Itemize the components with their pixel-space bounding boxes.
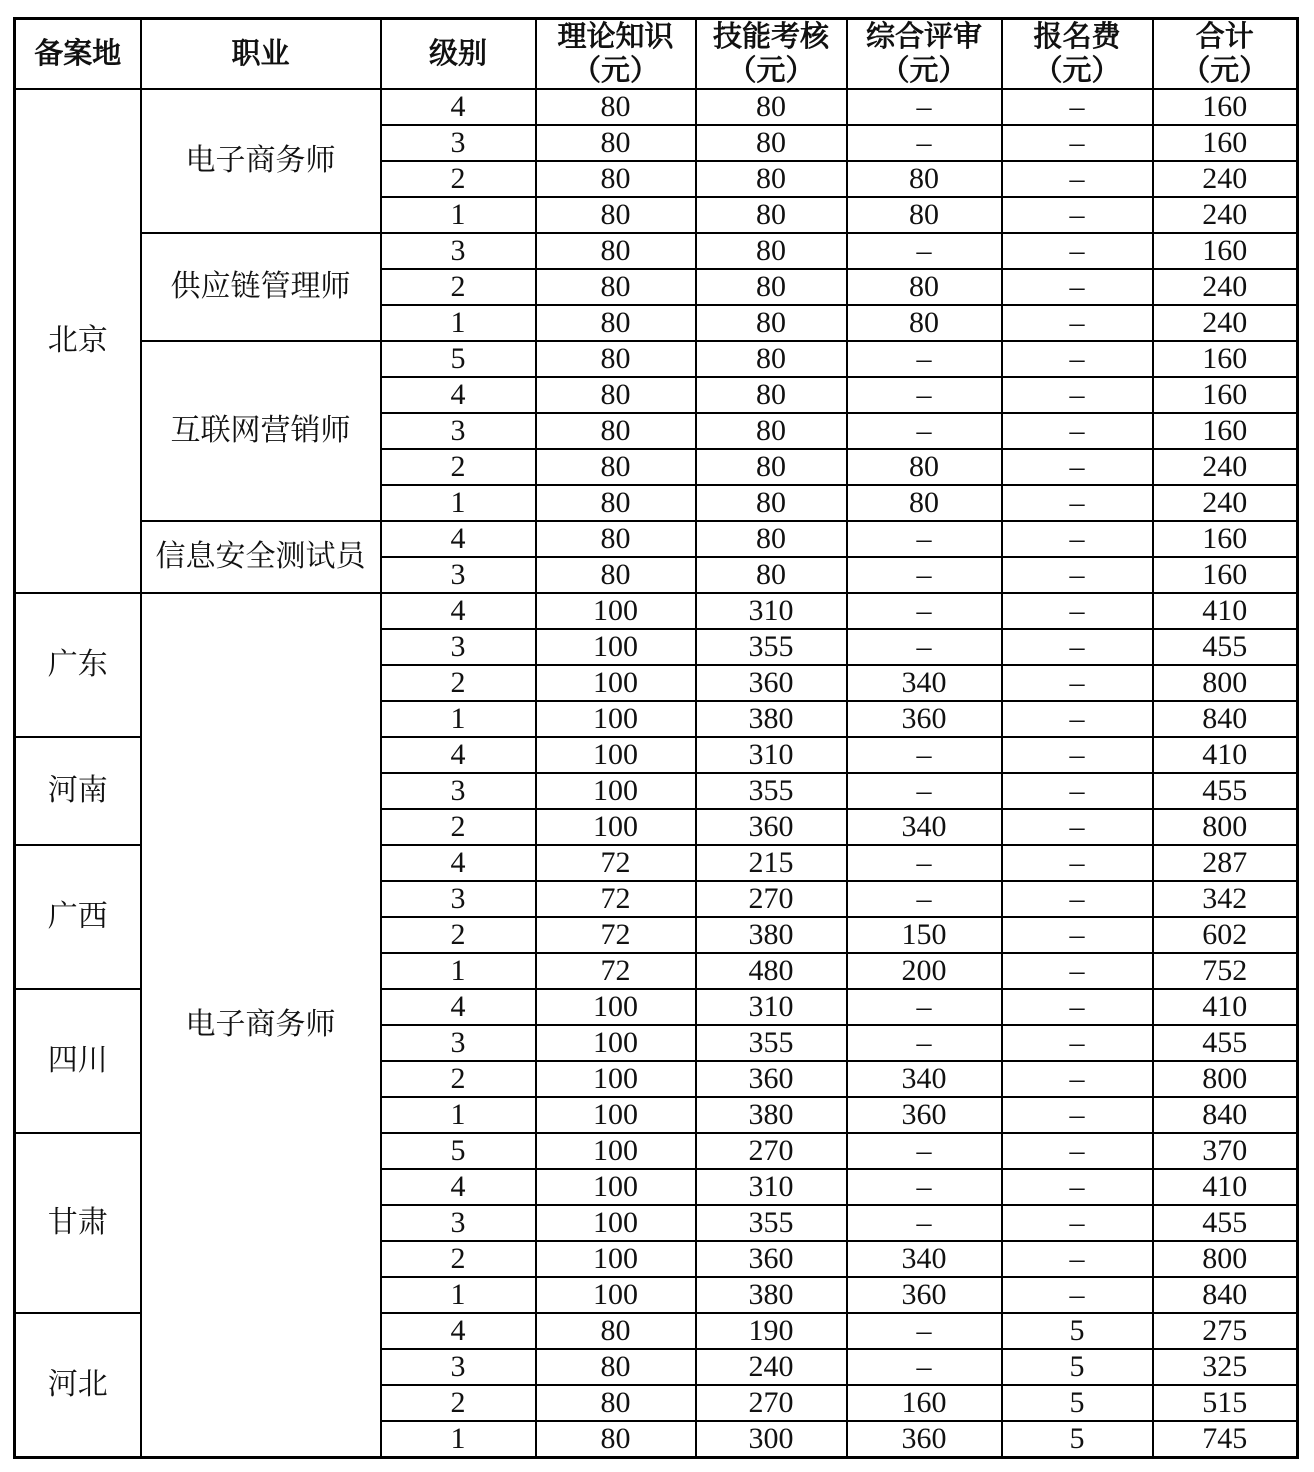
table-header (15, 19, 1298, 90)
review-cell: 360 (847, 1421, 1002, 1457)
col-header-occupation (141, 19, 381, 90)
skill-cell: 310 (696, 737, 847, 773)
skill-cell: 80 (696, 89, 847, 125)
skill-cell: 80 (696, 125, 847, 161)
review-cell: – (847, 341, 1002, 377)
theory-cell: 80 (536, 197, 696, 233)
region-cell: 河北 (15, 1313, 141, 1457)
fee-cell: – (1002, 629, 1153, 665)
occupation-cell: 供应链管理师 (141, 233, 381, 341)
fee-cell: – (1002, 701, 1153, 737)
review-cell: 360 (847, 701, 1002, 737)
total-cell: 325 (1153, 1349, 1298, 1385)
fee-cell: – (1002, 377, 1153, 413)
table-row (15, 233, 1298, 269)
region-cell: 甘肃 (15, 1133, 141, 1313)
skill-cell: 80 (696, 485, 847, 521)
level-cell: 1 (381, 485, 536, 521)
review-cell: 80 (847, 197, 1002, 233)
fee-cell: 5 (1002, 1385, 1153, 1421)
total-cell: 840 (1153, 1097, 1298, 1133)
theory-cell: 100 (536, 1277, 696, 1313)
total-cell: 160 (1153, 125, 1298, 161)
review-cell: 80 (847, 269, 1002, 305)
review-cell: 360 (847, 1277, 1002, 1313)
fee-cell: – (1002, 845, 1153, 881)
level-cell: 3 (381, 629, 536, 665)
fee-cell: – (1002, 953, 1153, 989)
fee-cell: – (1002, 197, 1153, 233)
review-cell: 80 (847, 305, 1002, 341)
theory-cell: 100 (536, 1097, 696, 1133)
total-cell: 240 (1153, 485, 1298, 521)
skill-cell: 80 (696, 521, 847, 557)
occupation-cell: 信息安全测试员 (141, 521, 381, 593)
fee-cell: – (1002, 593, 1153, 629)
col-header-unit: （元） (1181, 55, 1269, 88)
fee-cell: – (1002, 773, 1153, 809)
skill-cell: 360 (696, 809, 847, 845)
fee-cell: – (1002, 233, 1153, 269)
level-cell: 2 (381, 1241, 536, 1277)
theory-cell: 100 (536, 1241, 696, 1277)
total-cell: 800 (1153, 1241, 1298, 1277)
region-cell: 北京 (15, 89, 141, 593)
col-header-fee (1002, 19, 1153, 90)
level-cell: 3 (381, 1349, 536, 1385)
fee-cell: 5 (1002, 1421, 1153, 1457)
total-cell: 275 (1153, 1313, 1298, 1349)
level-cell: 2 (381, 269, 536, 305)
skill-cell: 310 (696, 593, 847, 629)
theory-cell: 80 (536, 1313, 696, 1349)
skill-cell: 310 (696, 989, 847, 1025)
level-cell: 3 (381, 1205, 536, 1241)
theory-cell: 72 (536, 845, 696, 881)
skill-cell: 310 (696, 1169, 847, 1205)
skill-cell: 300 (696, 1421, 847, 1457)
region-cell: 河南 (15, 737, 141, 845)
theory-cell: 100 (536, 1169, 696, 1205)
level-cell: 3 (381, 1025, 536, 1061)
review-cell: – (847, 629, 1002, 665)
theory-cell: 100 (536, 1061, 696, 1097)
level-cell: 1 (381, 701, 536, 737)
level-cell: 2 (381, 917, 536, 953)
total-cell: 455 (1153, 1205, 1298, 1241)
theory-cell: 80 (536, 377, 696, 413)
level-cell: 1 (381, 1421, 536, 1457)
skill-cell: 360 (696, 1061, 847, 1097)
total-cell: 240 (1153, 269, 1298, 305)
region-cell: 广东 (15, 593, 141, 737)
fee-cell: 5 (1002, 1349, 1153, 1385)
review-cell: 340 (847, 1241, 1002, 1277)
skill-cell: 355 (696, 773, 847, 809)
total-cell: 287 (1153, 845, 1298, 881)
total-cell: 410 (1153, 1169, 1298, 1205)
fee-cell: – (1002, 809, 1153, 845)
fee-cell: – (1002, 521, 1153, 557)
total-cell: 160 (1153, 413, 1298, 449)
skill-cell: 360 (696, 1241, 847, 1277)
level-cell: 4 (381, 521, 536, 557)
review-cell: – (847, 89, 1002, 125)
review-cell: – (847, 413, 1002, 449)
col-header-label: 理论知识 (557, 21, 674, 53)
level-cell: 3 (381, 233, 536, 269)
total-cell: 455 (1153, 629, 1298, 665)
level-cell: 3 (381, 413, 536, 449)
fee-cell: 5 (1002, 1313, 1153, 1349)
total-cell: 410 (1153, 989, 1298, 1025)
total-cell: 240 (1153, 305, 1298, 341)
skill-cell: 270 (696, 1385, 847, 1421)
theory-cell: 100 (536, 773, 696, 809)
review-cell: – (847, 125, 1002, 161)
fee-cell: – (1002, 1133, 1153, 1169)
level-cell: 1 (381, 197, 536, 233)
review-cell: – (847, 593, 1002, 629)
theory-cell: 80 (536, 125, 696, 161)
skill-cell: 240 (696, 1349, 847, 1385)
review-cell: 340 (847, 665, 1002, 701)
total-cell: 745 (1153, 1421, 1298, 1457)
region-cell: 四川 (15, 989, 141, 1133)
fee-cell: – (1002, 557, 1153, 593)
skill-cell: 355 (696, 629, 847, 665)
level-cell: 4 (381, 593, 536, 629)
total-cell: 240 (1153, 197, 1298, 233)
fee-cell: – (1002, 1097, 1153, 1133)
review-cell: – (847, 1025, 1002, 1061)
total-cell: 455 (1153, 1025, 1298, 1061)
total-cell: 752 (1153, 953, 1298, 989)
total-cell: 160 (1153, 557, 1298, 593)
level-cell: 1 (381, 953, 536, 989)
theory-cell: 100 (536, 593, 696, 629)
theory-cell: 100 (536, 989, 696, 1025)
theory-cell: 80 (536, 1421, 696, 1457)
skill-cell: 380 (696, 1277, 847, 1313)
fee-cell: – (1002, 125, 1153, 161)
theory-cell: 100 (536, 629, 696, 665)
fee-cell: – (1002, 1205, 1153, 1241)
col-header-label: 备案地 (34, 38, 122, 71)
level-cell: 2 (381, 449, 536, 485)
theory-cell: 80 (536, 449, 696, 485)
fee-cell: – (1002, 305, 1153, 341)
total-cell: 240 (1153, 161, 1298, 197)
total-cell: 410 (1153, 593, 1298, 629)
level-cell: 1 (381, 1097, 536, 1133)
theory-cell: 72 (536, 953, 696, 989)
skill-cell: 380 (696, 917, 847, 953)
fee-cell: – (1002, 269, 1153, 305)
skill-cell: 80 (696, 161, 847, 197)
table-row (15, 521, 1298, 557)
skill-cell: 480 (696, 953, 847, 989)
level-cell: 3 (381, 557, 536, 593)
theory-cell: 100 (536, 1133, 696, 1169)
fee-cell: – (1002, 413, 1153, 449)
theory-cell: 80 (536, 233, 696, 269)
col-header-label: 技能考核 (712, 21, 829, 53)
theory-cell: 80 (536, 557, 696, 593)
total-cell: 602 (1153, 917, 1298, 953)
level-cell: 4 (381, 989, 536, 1025)
total-cell: 160 (1153, 521, 1298, 557)
total-cell: 455 (1153, 773, 1298, 809)
review-cell: – (847, 557, 1002, 593)
level-cell: 5 (381, 341, 536, 377)
col-header-skill (696, 19, 847, 90)
fee-cell: – (1002, 917, 1153, 953)
total-cell: 160 (1153, 233, 1298, 269)
skill-cell: 80 (696, 197, 847, 233)
level-cell: 3 (381, 125, 536, 161)
level-cell: 4 (381, 89, 536, 125)
col-header-unit: （元） (727, 55, 815, 88)
theory-cell: 100 (536, 737, 696, 773)
skill-cell: 355 (696, 1025, 847, 1061)
total-cell: 515 (1153, 1385, 1298, 1421)
fee-cell: – (1002, 161, 1153, 197)
table-body (15, 89, 1298, 1457)
review-cell: 80 (847, 485, 1002, 521)
total-cell: 840 (1153, 701, 1298, 737)
fee-cell: – (1002, 449, 1153, 485)
table-row (15, 89, 1298, 125)
fee-cell: – (1002, 1061, 1153, 1097)
theory-cell: 80 (536, 521, 696, 557)
review-cell: – (847, 737, 1002, 773)
col-header-total (1153, 19, 1298, 90)
level-cell: 5 (381, 1133, 536, 1169)
exam-fee-table (13, 17, 1299, 1459)
skill-cell: 190 (696, 1313, 847, 1349)
fee-cell: – (1002, 737, 1153, 773)
level-cell: 4 (381, 845, 536, 881)
total-cell: 370 (1153, 1133, 1298, 1169)
occupation-cell: 互联网营销师 (141, 341, 381, 521)
theory-cell: 100 (536, 1205, 696, 1241)
review-cell: 340 (847, 1061, 1002, 1097)
col-header-label: 级别 (428, 38, 487, 71)
skill-cell: 380 (696, 701, 847, 737)
fee-cell: – (1002, 341, 1153, 377)
review-cell: – (847, 1349, 1002, 1385)
review-cell: – (847, 881, 1002, 917)
total-cell: 800 (1153, 665, 1298, 701)
skill-cell: 80 (696, 269, 847, 305)
review-cell: – (847, 773, 1002, 809)
review-cell: – (847, 1205, 1002, 1241)
fee-cell: – (1002, 881, 1153, 917)
skill-cell: 380 (696, 1097, 847, 1133)
total-cell: 800 (1153, 809, 1298, 845)
level-cell: 4 (381, 1169, 536, 1205)
level-cell: 2 (381, 665, 536, 701)
fee-cell: – (1002, 485, 1153, 521)
level-cell: 4 (381, 1313, 536, 1349)
total-cell: 800 (1153, 1061, 1298, 1097)
skill-cell: 215 (696, 845, 847, 881)
total-cell: 342 (1153, 881, 1298, 917)
table-row (15, 341, 1298, 377)
fee-cell: – (1002, 1277, 1153, 1313)
fee-cell: – (1002, 1241, 1153, 1277)
fee-cell: – (1002, 1025, 1153, 1061)
theory-cell: 80 (536, 413, 696, 449)
col-header-label: 职业 (231, 38, 290, 71)
col-header-label: 合计 (1195, 21, 1254, 53)
level-cell: 4 (381, 737, 536, 773)
fee-cell: – (1002, 989, 1153, 1025)
region-cell: 广西 (15, 845, 141, 989)
skill-cell: 355 (696, 1205, 847, 1241)
col-header-label: 综合评审 (865, 21, 982, 53)
level-cell: 4 (381, 377, 536, 413)
theory-cell: 80 (536, 305, 696, 341)
fee-cell: – (1002, 665, 1153, 701)
theory-cell: 80 (536, 485, 696, 521)
theory-cell: 100 (536, 1025, 696, 1061)
level-cell: 2 (381, 809, 536, 845)
skill-cell: 80 (696, 557, 847, 593)
total-cell: 840 (1153, 1277, 1298, 1313)
skill-cell: 80 (696, 377, 847, 413)
review-cell: 340 (847, 809, 1002, 845)
theory-cell: 80 (536, 341, 696, 377)
total-cell: 160 (1153, 89, 1298, 125)
col-header-unit: （元） (571, 55, 659, 88)
skill-cell: 360 (696, 665, 847, 701)
skill-cell: 270 (696, 881, 847, 917)
header-row (15, 19, 1298, 90)
review-cell: 200 (847, 953, 1002, 989)
theory-cell: 80 (536, 269, 696, 305)
fee-cell: – (1002, 1169, 1153, 1205)
review-cell: 80 (847, 161, 1002, 197)
theory-cell: 80 (536, 1349, 696, 1385)
review-cell: – (847, 521, 1002, 557)
review-cell: – (847, 1169, 1002, 1205)
skill-cell: 80 (696, 413, 847, 449)
total-cell: 410 (1153, 737, 1298, 773)
skill-cell: 80 (696, 233, 847, 269)
total-cell: 160 (1153, 377, 1298, 413)
level-cell: 1 (381, 1277, 536, 1313)
review-cell: – (847, 233, 1002, 269)
occupation-cell: 电子商务师 (141, 593, 381, 1457)
theory-cell: 100 (536, 701, 696, 737)
review-cell: – (847, 845, 1002, 881)
skill-cell: 80 (696, 449, 847, 485)
col-header-region (15, 19, 141, 90)
review-cell: – (847, 377, 1002, 413)
col-header-review (847, 19, 1002, 90)
col-header-unit: （元） (1033, 55, 1121, 88)
theory-cell: 80 (536, 1385, 696, 1421)
total-cell: 160 (1153, 341, 1298, 377)
skill-cell: 270 (696, 1133, 847, 1169)
col-header-unit: （元） (880, 55, 968, 88)
review-cell: 160 (847, 1385, 1002, 1421)
skill-cell: 80 (696, 341, 847, 377)
theory-cell: 80 (536, 89, 696, 125)
col-header-level (381, 19, 536, 90)
table-row (15, 593, 1298, 629)
level-cell: 2 (381, 1061, 536, 1097)
col-header-label: 报名费 (1033, 21, 1121, 53)
occupation-cell: 电子商务师 (141, 89, 381, 233)
theory-cell: 80 (536, 161, 696, 197)
theory-cell: 72 (536, 917, 696, 953)
review-cell: 360 (847, 1097, 1002, 1133)
total-cell: 240 (1153, 449, 1298, 485)
level-cell: 2 (381, 161, 536, 197)
level-cell: 1 (381, 305, 536, 341)
review-cell: – (847, 1313, 1002, 1349)
level-cell: 3 (381, 881, 536, 917)
theory-cell: 100 (536, 665, 696, 701)
col-header-theory (536, 19, 696, 90)
review-cell: 150 (847, 917, 1002, 953)
fee-cell: – (1002, 89, 1153, 125)
level-cell: 3 (381, 773, 536, 809)
theory-cell: 72 (536, 881, 696, 917)
review-cell: 80 (847, 449, 1002, 485)
skill-cell: 80 (696, 305, 847, 341)
review-cell: – (847, 1133, 1002, 1169)
level-cell: 2 (381, 1385, 536, 1421)
review-cell: – (847, 989, 1002, 1025)
theory-cell: 100 (536, 809, 696, 845)
